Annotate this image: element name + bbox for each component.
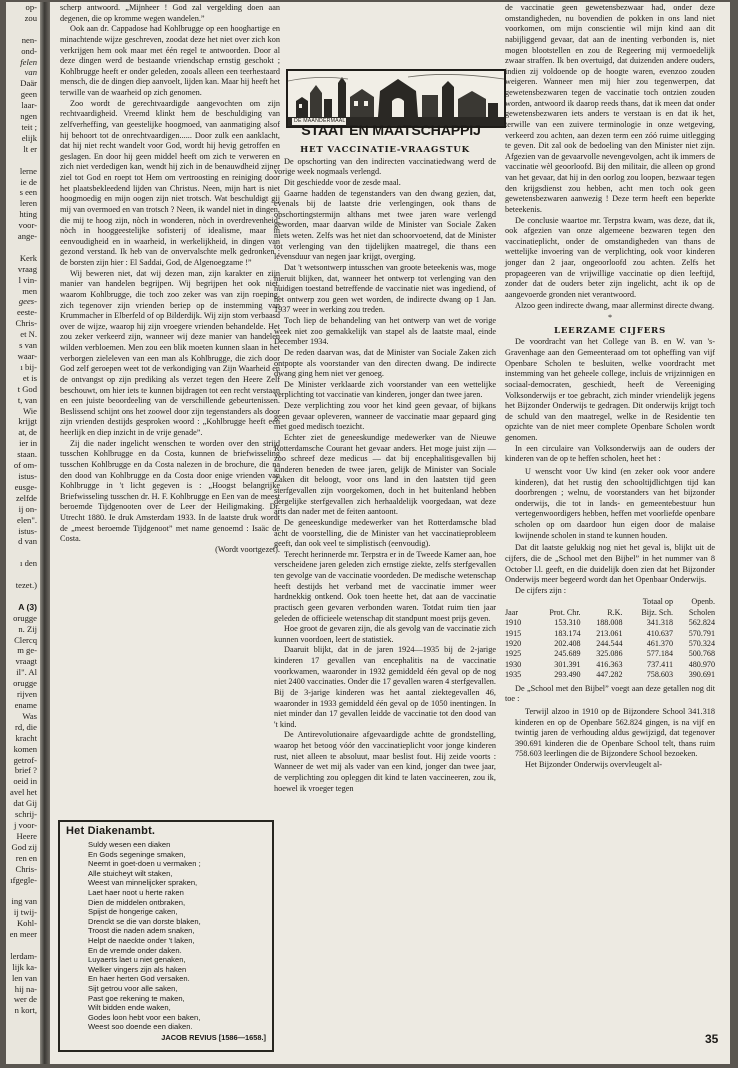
fragment-line: ange- bbox=[17, 231, 37, 242]
fragment-line: teit ; bbox=[21, 121, 37, 132]
statistics-table bbox=[505, 597, 715, 680]
fragment-line: geen bbox=[20, 89, 37, 100]
section-banner-illustration bbox=[286, 69, 506, 128]
fragment-line: ij twij- bbox=[13, 907, 37, 918]
fragment-line bbox=[6, 547, 40, 558]
fragment-line bbox=[6, 155, 40, 166]
table-cell: 183.174 bbox=[554, 628, 581, 638]
poem-line: En Gods segeninge smaken, bbox=[88, 849, 186, 859]
fragment-line bbox=[6, 885, 40, 896]
article-paragraph: De reden daarvan was, dat de Minister van Sociale Zaken zich ontpopte als voorstander van den directen dwang. De indirecte dwang ging hem niet ver genoeg. bbox=[274, 347, 496, 379]
article-paragraph: Toch liep de behandeling van het ontwerp van wet de vorige week niet zoo gemakkelijk van stapel als de laatste maal, einde December 1934. bbox=[274, 316, 496, 347]
fragment-line: n kort, bbox=[14, 1005, 37, 1016]
fragment-line: op- bbox=[25, 2, 37, 12]
poem-line: Godes loon hebt voor een baken, bbox=[88, 1012, 201, 1022]
table-cell: 245.689 bbox=[554, 649, 581, 659]
quote-paragraph: Terwijl alzoo in 1910 op de Bijzondere School 341.318 kinderen en op de Openbare 562.824 gingen, is na vijf en twintig jaren de verhouding aldus gewijzigd, dat tegenover 390.691 kinderen die de Openbare School telt, thans ruim 758.603 leerlingen die de Bijzondere School bezoeken. bbox=[515, 706, 715, 759]
table-row bbox=[505, 618, 715, 628]
article-paragraph: Ook aan dr. Cappadose had Kohlbrugge op een hooghartige en minachtende wijze geschreven, zoodat deze het niet over zich kon verkrijgen hem ook maar met één regel te antwoorden. Door al deze dingen werd de bestaande vriendschap ernstig geschokt ; Kohlbrugge heeft er onder geleden, zooals alleen een teerhestaard mensch, die de dingen diep aanvoelt, lijden kan. Maar hij heeft het terwille van de waarheid op zich genomen. bbox=[60, 24, 280, 97]
fragment-line: eusge- bbox=[14, 481, 37, 492]
fragment-line: avel het bbox=[10, 787, 37, 798]
table-header: Prot. Chr. bbox=[549, 607, 581, 617]
fragment-line: schrij- bbox=[15, 809, 37, 820]
fragment-line: wer de bbox=[13, 994, 37, 1005]
article-paragraph: Deze verplichting zou voor het kind geen gevaar, of bijkans geen gevaar opleveren, wanneer de vaccinatie maar gepaard ging met goed medisch toezicht. bbox=[274, 401, 496, 432]
fragment-line: elen". bbox=[17, 514, 37, 525]
fragment-line: nen- bbox=[21, 34, 37, 45]
article-paragraph: In een circulaire van Volksonderwijs aan de ouders der kinderen van de op te heffen scholen, heet het : bbox=[505, 443, 715, 464]
table-cell: 1925 bbox=[505, 649, 522, 659]
fragment-line: lijk ka- bbox=[12, 961, 37, 972]
fragment-line: ngen bbox=[20, 111, 37, 122]
table-header bbox=[581, 597, 623, 607]
fragment-line: laar- bbox=[21, 100, 37, 111]
article-paragraph: Zij die nader ingelicht wenschen te worden over den strijd tusschen Kohlbrugge en da Costa, kunnen de briefwisseling tusschen Kohlbrugge en da Costa nalezen in de brochure, die na den dood van Kohlbrugge en da Costa door enige vrienden van Kohlbrugge in 't licht gegeven is : „Hoogst belangrijke Briefwisseling tusschen dr. H. F. Kohlbrugge en Een van de meest beroemde Tijdgenooten over de Leer der Heiligmaking. Dr. Utrecht 1880. Ie druk Amsterdam 1933. In de laatste druk wordt de „meest beroemde Tijdgenoot” met name genoemd : Isaäc de Costa. bbox=[60, 438, 280, 544]
fragment-line bbox=[6, 569, 40, 580]
article-paragraph: De Antirevolutionaire afgevaardigde achtte de grondstelling, waarop het betoog vóór den vaccinatieplicht voor jonge kinderen rust, niet alleen te absoluut, maar beslist fout. Hij zeide voorts : Wanneer de wet mij als vader van een kind, jonger dan twee jaar, de verplichting zou opleggen dit kind te laten vaccineeren, zou ik, hoewel ik vroeger tegen bbox=[274, 730, 496, 793]
article-paragraph: Dit geschiedde voor de zesde maal. bbox=[284, 177, 401, 187]
fragment-line: s een bbox=[19, 187, 37, 198]
fragment-line: tezet.) bbox=[15, 580, 37, 591]
table-row bbox=[505, 670, 715, 680]
fragment-line: s van bbox=[19, 340, 37, 351]
poem-line: Drenckt se die van dorste blaken, bbox=[88, 916, 201, 926]
fragment-line: kracht bbox=[15, 732, 37, 743]
fragment-line: A (3) bbox=[18, 601, 37, 612]
poem-line: Laet haer noot u herte raken bbox=[88, 887, 184, 897]
fragment-line: m ge- bbox=[17, 645, 37, 656]
column-kohlbrugge-article bbox=[60, 3, 280, 556]
article-paragraph: Daaruit blijkt, dat in de jaren 1924—1935 bij de 2-jarige kinderen 17 gevallen van encephalitis na de vaccinatie voorkwamen, waaronder in 1932 gemiddeld één geval op de nog niet 2400 vaccinaties. Onder die 17 gevallen waren 4 sterfgevallen. Bij de 3-jarige kinderen was het aantal ziektegevallen 46, waaronder in 1933 gemiddeld één geval op de 1050 inentingen. In niet minder dan 17 gevallen leidde de vaccinatie tot den dood van 't kind. bbox=[274, 645, 496, 729]
fragment-line: istus- bbox=[18, 470, 37, 481]
table-header bbox=[505, 597, 531, 607]
poem-line: Wilt bidden ende waken, bbox=[88, 1003, 171, 1013]
fragment-line: brief ? bbox=[14, 765, 37, 776]
fragment-line: Heere bbox=[16, 830, 37, 841]
fragment-line: rijven bbox=[16, 689, 37, 700]
fragment-line: zelfde bbox=[16, 492, 37, 503]
fragment-line: God zij bbox=[11, 841, 37, 852]
table-cell: 1915 bbox=[505, 628, 522, 638]
fragment-line: n. Zij bbox=[18, 623, 37, 634]
article-paragraph: De conclusie waartoe mr. Terpstra kwam, was deze, dat ik, ook afgezien van onze algemeene bezwaren tegen den vaccinatieplicht, onder de omstandigheden van thans de wettelijke invoering van de verplichting, ook voor kinderen jonger dan 2 jaar, ongeoorloofd zou achten. Zelfs het propageeren van de vrijwillige vaccinatie op dien leeftijd, zonder dat de ouders beter zijn ingelicht, acht ik op de aangevoerde gronden niet verantwoord. bbox=[505, 215, 715, 299]
fragment-line: Clercq bbox=[14, 634, 37, 645]
article-paragraph: Dat 't wetsontwerp intusschen van groote beteekenis was, moge hieruit blijken, dat, wanneer het ontwerp tot verlenging van den huidigen toestand betreffende de vaccinatie niet was ingediend, of het ontwerp zou geen wet worden, de indirecte dwang op 1 Jan. 1937 weer in werking zou treden. bbox=[274, 262, 496, 315]
article-paragraph: De voordracht van het College van B. en W. van 's-Gravenhage aan den Gemeenteraad om tot opheffing van vijf Openbare Scholen te besluiten, welke voordracht met instemming van het geheele college, incluis de vrijzinnigen en sociaal-democraten, geschiedt, heeft de Vereeniging Volksonderwijs er toe gebracht, zich minder vriendelijk jegens het Bijzonder Onderwijs te gedragen. Dit onderwijs krijgt toch de schuld van den maatregel, welke in de Residentie ten opzichte van de niet meer complete Openbare Scholen wordt genomen. bbox=[505, 337, 715, 442]
fragment-line: ing van bbox=[11, 896, 37, 907]
article-paragraph: De „School met den Bijbel” voegt aan deze getallen nog dit toe : bbox=[505, 683, 715, 704]
fragment-line bbox=[6, 242, 40, 253]
poem-line: Weest van minnelijcker spraken, bbox=[88, 878, 198, 888]
fragment-line: eeste- bbox=[16, 307, 37, 318]
fragment-line: t God bbox=[17, 383, 37, 394]
fragment-line bbox=[6, 940, 40, 951]
poem-line: Luyaerts laet u niet genaken, bbox=[88, 955, 186, 965]
fragment-line: l vin- bbox=[18, 274, 37, 285]
poem-line: En de vremde onder daken. bbox=[88, 945, 182, 955]
fragment-line: et N. bbox=[20, 329, 37, 340]
table-cell: 737.411 bbox=[647, 659, 674, 669]
fragment-line: getrof- bbox=[13, 754, 37, 765]
article-subtitle: LEERZAME CIJFERS bbox=[553, 325, 666, 336]
fragment-line: Daär bbox=[20, 78, 37, 89]
left-page-fragment bbox=[6, 2, 40, 1064]
fragment-line: krijgt bbox=[18, 416, 37, 427]
table-cell: 293.490 bbox=[554, 670, 581, 680]
article-paragraph: De Minister verklaarde zich voorstander van een wettelijke verplichting tot vaccinatie van kinderen, jonger dan twee jaren. bbox=[274, 379, 496, 400]
fragment-line: Kerk bbox=[19, 252, 37, 263]
table-header bbox=[531, 597, 581, 607]
fragment-line: ı bij- bbox=[20, 361, 37, 372]
poem-title: Het Diakenambt. bbox=[66, 825, 156, 837]
table-cell: 325.086 bbox=[596, 649, 623, 659]
article-paragraph: de vaccinatie geen gewetensbezwaar had, onder deze omstandigheden, nu bovendien de pokken in ons land niet voorkomen, om mijn conscientie wil mijn kind aan dit nabijliggend gevaar, dat aan de inenting verbonden is, niet mogen blootstellen en zou de Regeering mij vermoedelijk zwaar straffen. Ik ben overtuigd, dat duizenden andere ouders, indien zij voldoende op de hoogte waren, evenzoo zouden weigeren. Wanneer men mij hier zou tegenwerpen, dat gewetensbezwaren tegen de vaccinatie toch ontzien zouden worden, antwoord ik daarop reeds thans, dat ik meen dat onder gewetensbezwaren iets anders te verstaan is en dat ik het, terwille van een zuivere terminologie in onze wetgeving, verkeerd zou achten, aan dezen term een zóó ruime uitlegging te geven. Dit zal ook de bedoeling van den Minister niet zijn. Afgezien van de gevaarvolle nevengevolgen, acht ik immers de vaccinatie wèl geoorloofd. Bij den militair, die alleen op grond van het gevaar, dat hij in den oorlog zou loopen, bezwaar tegen den krijgsdienst zou hebben, acht men toch ook geen gewetensbezwaren aanwezig ! Deze term heeft een beperkte beteekenis. bbox=[505, 3, 715, 214]
table-header: Totaal op bbox=[642, 597, 674, 607]
table-cell: 202.408 bbox=[554, 639, 581, 648]
poem-line: Neemt in goet-doen u vermaken ; bbox=[88, 859, 201, 869]
table-cell: 213.061 bbox=[596, 628, 623, 638]
fragment-line: orugge bbox=[13, 612, 37, 623]
fragment-line: zou bbox=[24, 12, 37, 23]
table-cell: 1910 bbox=[505, 618, 522, 628]
fragment-line: ename bbox=[14, 700, 37, 710]
column-vaccination-article bbox=[274, 143, 496, 794]
poem-line: Spijst de hongerige caken, bbox=[88, 907, 178, 917]
table-cell: 1930 bbox=[505, 659, 522, 669]
table-header-row bbox=[505, 597, 715, 607]
article-paragraph: Wij beweren niet, dat wij dezen man, zijn karakter en zijn manier van handelen begrijpen. Wij begrijpen het ook niet, waarom Kohlbrugge, die toch zoo zeker was van zijn roeping, zich tegenover zijn vrienden beriep op de instemming van Krummacher in Elberfeld of op Bilderdijk. Wij zijn stom verbaasd over de wijze, waarop hij zijn vroegere vrienden behandelde. Het zou zeker verkeerd zijn, wanneer wij deze manier van handelen wilden verbloemen. Men zou een blik moeten kunnen slaan in het verborgen zieleleven van een man als Kohlbrugge, die zich door God zelf geroepen weet tot de verkondiging van Zijn Waarheid en de ontvangst op zijn prediking als verzet tegen den Heere Zelf beschouwt, om hier iets te kunnen bijdragen tot een recht verstaan en een juiste beoordeeling van de verschillende gebeurtenissen. Beslissend schijnt ons het zoowel door zijn tegenstanders als door zijn vrienden destijds gesproken woord : „Kohlbrugge heeft een heerlijk en diep inzicht in de vrije genade”. bbox=[60, 268, 280, 437]
fragment-line: ond- bbox=[21, 45, 37, 56]
block-quote bbox=[515, 467, 715, 541]
fragment-line: dat Gij bbox=[13, 798, 37, 809]
table-cell: 447.282 bbox=[596, 670, 623, 680]
table-cell: 480.970 bbox=[688, 659, 715, 669]
fragment-line: len van bbox=[11, 972, 37, 983]
table-cell: 758.603 bbox=[646, 670, 674, 680]
fragment-line: ie de bbox=[20, 176, 37, 187]
table-cell: 562.824 bbox=[688, 618, 715, 628]
fragment-line: men bbox=[22, 285, 37, 296]
fragment-line: waar- bbox=[17, 351, 37, 361]
fragment-line: lerdam- bbox=[10, 950, 37, 961]
fragment-line: en meer bbox=[9, 929, 37, 940]
fragment-line: et is bbox=[22, 372, 37, 383]
quote-paragraph: Het Bijzonder Onderwijs overvleugelt al- bbox=[525, 760, 662, 769]
article-paragraph: De geneeskundige medewerker van het Rotterdamsche blad acht de voorstelling, die de Minister van het vaccinatieprobleem geeft, dan ook veel te simplistisch (eenvoudig). bbox=[274, 517, 496, 549]
fragment-line: ren en bbox=[15, 852, 37, 863]
article-paragraph: Dat dit laatste gelukkig nog niet het geval is, blijkt uit de cijfers, die de „School met den Bijbel” in het nummer van 8 October l.l. geeft, en die duidelijk doen zien dat het Bijzonder Onderwijs meer begeerd wordt dan het Openbaar Onderwijs. bbox=[505, 543, 715, 585]
table-row bbox=[505, 649, 715, 659]
fragment-line: Was bbox=[22, 710, 37, 721]
fragment-line: voor- bbox=[18, 220, 37, 231]
fragment-line: hting bbox=[19, 209, 37, 220]
article-paragraph: Zoo wordt de gerechtvaardigde aangevochten om zijn rechtvaardigheid. Vreemd klinkt hem de beschuldiging van zelfverheffing, van geestelijke hoogmoed, van aanmatiging alsof hij behoort tot de onrechtvaardigen...... Door zulk een aanklacht, dat hij niet recht wandelt voor God, wordt hij hevig getroffen en geslagen. En door hij geen middel heeft om zich te verweren en zich niet verdedigen kan, wendt hij zich in de benauwdheid zijner ziel tot God en roept tot Hem om vertroosting en reiniging door het plaatsbekleedend lijden van Christus. Neen, mijn hart is niet hoogmoedig en mijn oogen zijn niet trotsch. Wat beschuldigt gij mij van overmoed en van trotsch ? Neen, ik wandel niet in dingen, die mij te hoog zijn, nòch in wonderen, nòch in overdrevenheid, nòch in hooggeestelijke sofisterij of idealisme, maar in eenvoudigheid en in waarheid, in werkelijkheid, in dingen van gezond verstand. Ik heb van de onvervalschte melk gedronken ; de borsten zijn hier : El Saddai, God, de Algenoegzame !” bbox=[60, 98, 280, 267]
fragment-line: j voor- bbox=[14, 819, 37, 830]
poem-author: JACOB REVIUS [1586—1658.] bbox=[161, 1032, 266, 1042]
fragment-line: leren bbox=[19, 198, 37, 209]
article-subtitle: HET VACCINATIE-VRAAGSTUK bbox=[300, 145, 470, 155]
poem-line: Weest soo doende een diaken. bbox=[88, 1022, 193, 1032]
article-paragraph: Terecht herinnerde mr. Terpstra er in de Tweede Kamer aan, hoe verscheidene jaren geleden zich ernstige ziekte, zelfs sterfgevallen ten gevolge van de vaccinatie voordeden. De medische wetenschap heeft destijds het verband met de vaccinatie immer weer hardnekkig ontkend. Ook toen heette het, dat aan de vaccinatie practisch geen gevaren verbonden waren. Totdat ruim tien jaar geleden de officieele wetenschap dit standpunt moest prijs geven. bbox=[274, 549, 496, 623]
table-cell: 416.363 bbox=[596, 659, 623, 669]
poem-body bbox=[88, 840, 266, 1042]
table-row bbox=[505, 629, 715, 639]
table-cell: 390.691 bbox=[688, 670, 715, 680]
table-cell: 1920 bbox=[505, 639, 522, 648]
newspaper-page bbox=[6, 2, 730, 1064]
table-cell: 570.791 bbox=[688, 628, 715, 638]
poem-line: Troost die naden adem snaken, bbox=[88, 926, 195, 936]
article-paragraph: Alzoo geen indirecte dwang, maar allerminst directe dwang. bbox=[515, 300, 715, 310]
fragment-line: oeid in bbox=[13, 776, 37, 787]
poem-line: Helpt de naeckte onder 't laken, bbox=[88, 935, 195, 945]
table-cell: 410.637 bbox=[646, 628, 674, 638]
article-paragraph: scherp antwoord. „Mijnheer ! God zal vergelding doen aan degenen, die op kromme wegen wandelen.” bbox=[60, 3, 280, 23]
fragment-line: ıfgegle- bbox=[10, 874, 37, 885]
fragment-line: of om- bbox=[13, 460, 37, 471]
table-header: Jaar bbox=[505, 607, 519, 617]
fragment-line bbox=[6, 591, 40, 602]
table-header: R.K. bbox=[607, 607, 623, 617]
article-paragraph: De opschorting van den indirecten vaccinatiedwang werd de vorige week nogmaals verlengd. bbox=[274, 156, 496, 177]
fragment-line: vraagt bbox=[15, 656, 37, 667]
table-header: Bijz. Sch. bbox=[641, 607, 674, 617]
fragment-line: at, de bbox=[18, 427, 37, 438]
table-row bbox=[505, 639, 715, 649]
fragment-line: komen bbox=[13, 743, 37, 754]
table-header: Scholen bbox=[688, 607, 715, 617]
table-cell: 570.324 bbox=[688, 639, 715, 648]
fragment-line: elijk bbox=[21, 132, 37, 143]
table-cell: 188.008 bbox=[596, 618, 623, 628]
table-cell: 461.370 bbox=[646, 639, 674, 648]
fragment-line: vraag bbox=[17, 263, 37, 274]
table-cell: 153.310 bbox=[554, 618, 581, 628]
fragment-line: rd, die bbox=[15, 721, 37, 732]
section-title: STAAT EN MAATSCHAPPIJ bbox=[301, 123, 481, 139]
fragment-line: lerne bbox=[19, 165, 37, 176]
fragment-line: Wie bbox=[23, 405, 37, 416]
poem-line: Sijt getrou voor alle saken, bbox=[88, 983, 178, 993]
article-paragraph: Hoe groot de gevaren zijn, die als gevolg van de vaccinatie zich kunnen voordoen, leert de statistiek. bbox=[274, 624, 496, 644]
table-header-row bbox=[505, 608, 715, 618]
fragment-line: d van bbox=[18, 536, 37, 547]
fragment-line: hij na- bbox=[14, 983, 37, 994]
fragment-line: ij on- bbox=[18, 503, 37, 514]
article-paragraph: Echter ziet de geneeskundige medewerker van de Nieuwe Rotterdamsche Courant het gevaar anders. Het moge juist zijn — zoo schreef deze medicus — dat bij encephalitisgevallen bij kinderen beneden de twee jaren, gelijk de Minister van Sociale Zaken dit beloogt, voor ons land in den laatsten tijd geen sterfgevallen zijn voorgekomen, doch in het buitenland hebben dergelijke sterfgevallen zich herhaaldelijk voorgedaan, wat deze arts dan nader met de feiten aantoont. bbox=[274, 432, 496, 517]
quote-paragraph: U wenscht voor Uw kind (en zeker ook voor andere kinderen), dat het rustig den schooltijdlichtgen tijd kan doorbrengen ; welnu, de voorstanders van het bijzonder onderwijs, die tot in lands- en gemeentebestuur hun vertegenwoordigers hebben, heffen met voorliefde openbare scholen op om daardoor hun eigen door de malaise kwijnende scholen in stand te kunnen houden. bbox=[515, 466, 715, 540]
fragment-line: istus- bbox=[18, 525, 37, 536]
fragment-line: Chris- bbox=[15, 318, 37, 329]
poem-line: Past goe rekening te maken, bbox=[88, 993, 185, 1003]
table-cell: 301.391 bbox=[554, 659, 581, 669]
fragment-line: gees- bbox=[18, 296, 37, 307]
continuation-note: (Wordt voortgezet). bbox=[215, 544, 280, 554]
page-gutter bbox=[40, 2, 50, 1064]
fragment-line: ı den bbox=[20, 558, 37, 569]
poem-line: Alle stuicheyt wilt staken, bbox=[88, 868, 173, 878]
page-number: 35 bbox=[705, 1032, 719, 1046]
fragment-line: felen bbox=[20, 56, 37, 67]
fragment-line: orugge bbox=[13, 678, 37, 689]
poem-line: Welker vingers zijn als haken bbox=[88, 964, 187, 974]
poem-line: Dien de middelen ontbraken, bbox=[88, 897, 186, 907]
table-cell: 244.544 bbox=[596, 639, 623, 648]
block-quote bbox=[515, 707, 715, 771]
fragment-line: lt er bbox=[23, 143, 37, 154]
fragment-line: Kohl- bbox=[16, 918, 37, 929]
article-paragraph: De cijfers zijn : bbox=[515, 585, 567, 595]
table-header: Openb. bbox=[691, 597, 715, 607]
poem-line: Suldy wesen een diaken bbox=[88, 840, 171, 849]
column-statistics-article bbox=[505, 3, 715, 773]
banner-caption: DE MAANDERMAAL bbox=[294, 118, 346, 124]
fragment-line: t, van bbox=[17, 394, 37, 405]
article-paragraph: Gaarne hadden de tegenstanders van den dwang gezien, dat, evenals bij de laatste drie verlengingen, ook thans de opschortingstermijn althans met twee jaren ware verlengd geworden, maar daarvan wilde de Minister van Sociale Zaken niets weten. Zelfs was het niet dan schoorvoetend, dat de Minister tot verlenging van den tijdelijken maatregel, die thans een levensduur van negen jaar krijgt, overging. bbox=[274, 188, 496, 262]
table-cell: 500.768 bbox=[688, 649, 715, 659]
fragment-line bbox=[6, 24, 40, 35]
fragment-line: staan. bbox=[17, 449, 37, 460]
table-cell: 1935 bbox=[505, 670, 522, 680]
fragment-line: van bbox=[24, 67, 37, 78]
table-cell: 341.318 bbox=[646, 618, 674, 628]
fragment-line: Chris- bbox=[15, 863, 37, 874]
fragment-line: ier in bbox=[19, 438, 37, 449]
fragment-line: il". Al bbox=[16, 667, 37, 678]
poem-line: En haer herten God versaken. bbox=[88, 974, 190, 984]
section-divider-asterisk: * bbox=[607, 313, 613, 323]
table-cell: 577.184 bbox=[646, 649, 674, 659]
table-row bbox=[505, 660, 715, 670]
